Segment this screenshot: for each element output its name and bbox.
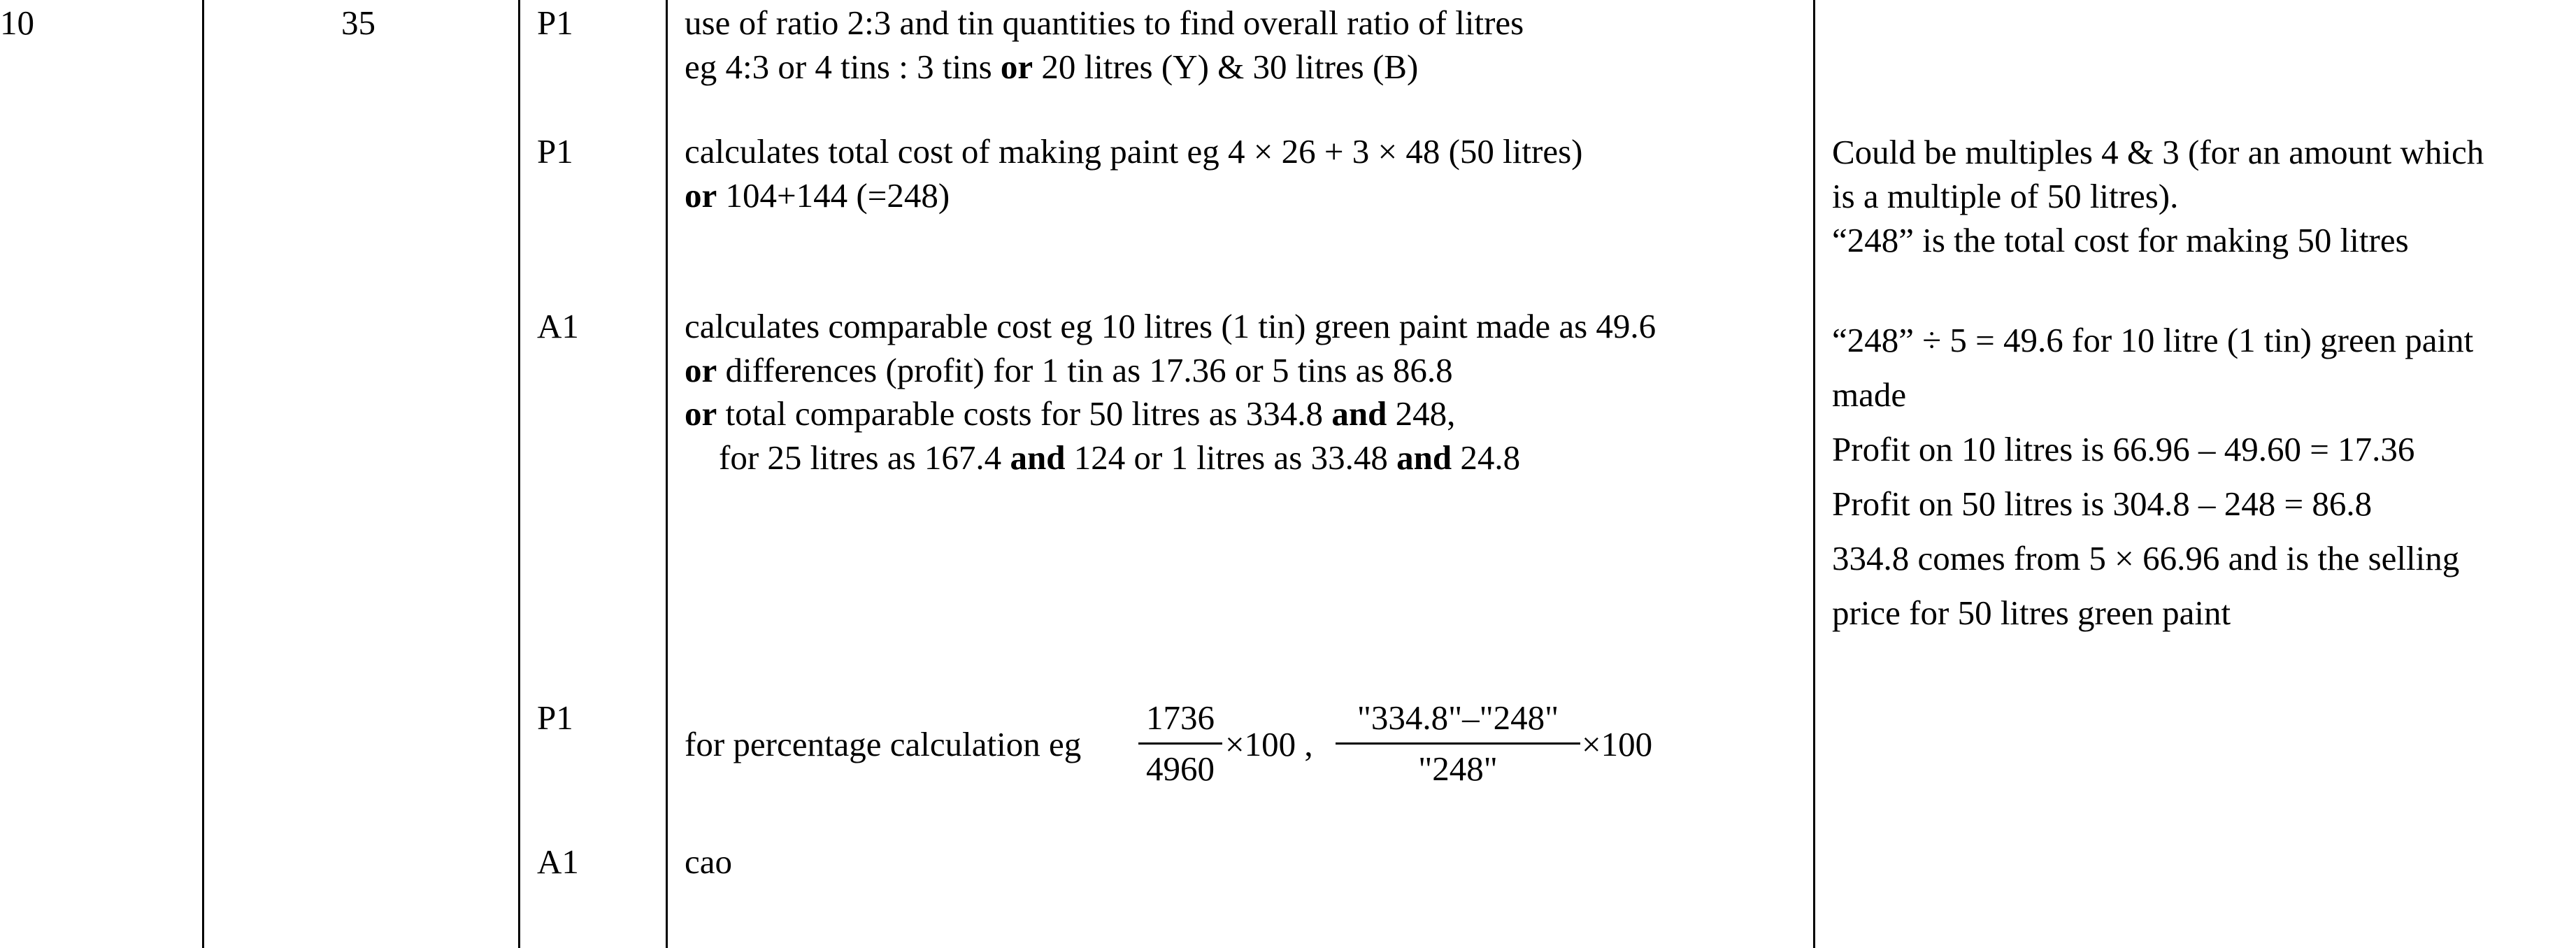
guidance-line: Could be multiples 4 & 3 (for an amount which — [1832, 133, 2484, 171]
fraction-1-bar — [1138, 742, 1222, 745]
row-1-mark: P1 — [537, 3, 573, 42]
working-line — [685, 174, 1582, 218]
working-text: calculates total cost of making paint eg 4 × 26 + 3 × 48 (50 litres) — [685, 132, 1583, 171]
row-4-multiplier-2: ×100 — [1582, 725, 1653, 763]
row-2-guidance — [1832, 130, 2484, 262]
column-divider-2 — [518, 0, 520, 948]
fraction-2-denominator: "248" — [1418, 749, 1498, 788]
row-2-working — [685, 130, 1582, 217]
bold-keyword: and — [1010, 438, 1066, 477]
guidance-line: is a multiple of 50 litres). — [1832, 177, 2179, 215]
working-text: use of ratio 2:3 and tin quantities to find overall ratio of litres — [685, 3, 1524, 42]
bold-keyword: or — [685, 350, 717, 389]
row-3-working — [685, 305, 1656, 480]
bold-keyword: or — [685, 394, 717, 433]
working-text: calculates comparable cost eg 10 litres (1 tin) green paint made as 49.6 — [685, 307, 1656, 345]
question-number: 10 — [0, 3, 34, 42]
fraction-1-numerator: 1736 — [1146, 698, 1215, 737]
working-line — [685, 305, 1656, 349]
bold-keyword: and — [1331, 394, 1387, 433]
fraction-2 — [1336, 699, 1580, 788]
working-line — [685, 840, 732, 884]
fraction-2-numerator: "334.8"–"248" — [1357, 698, 1559, 737]
row-5-working — [685, 840, 732, 884]
guidance-line: made — [1832, 375, 1907, 414]
guidance-line: Profit on 10 litres is 66.96 – 49.60 = 17.36 — [1832, 430, 2415, 468]
guidance-line: “248” ÷ 5 = 49.6 for 10 litre (1 tin) green paint — [1832, 321, 2474, 359]
working-line — [685, 130, 1582, 174]
working-text: 124 or 1 litres as 33.48 — [1065, 438, 1397, 477]
column-divider-4 — [1813, 0, 1815, 948]
working-line — [685, 392, 1656, 436]
working-text: cao — [685, 842, 732, 881]
question-total-marks: 35 — [341, 3, 375, 42]
working-line — [685, 349, 1656, 393]
fraction-1 — [1138, 699, 1222, 788]
row-3-guidance — [1832, 313, 2473, 640]
row-4-mark: P1 — [537, 698, 573, 737]
column-divider-1 — [202, 0, 204, 948]
working-text: 248, — [1387, 394, 1456, 433]
working-text: 104+144 (=248) — [717, 175, 950, 215]
row-4-multiplier-1: ×100 , — [1225, 725, 1313, 763]
working-line — [685, 436, 1656, 480]
working-text: differences (profit) for 1 tin as 17.36 or 5 tins as 86.8 — [717, 350, 1453, 389]
bold-keyword: or — [685, 175, 717, 215]
row-5-mark: A1 — [537, 842, 579, 881]
fraction-2-bar — [1336, 742, 1580, 745]
bold-keyword: or — [1000, 47, 1033, 86]
working-text: eg 4:3 or 4 tins : 3 tins — [685, 47, 1001, 86]
working-line — [685, 45, 1524, 89]
guidance-line: 334.8 comes from 5 × 66.96 and is the selling — [1832, 539, 2460, 577]
working-line — [685, 1, 1524, 45]
bold-keyword: and — [1396, 438, 1452, 477]
row-2-mark: P1 — [537, 132, 573, 171]
working-text: for 25 litres as 167.4 — [685, 438, 1010, 477]
working-text: 24.8 — [1452, 438, 1521, 477]
working-text: total comparable costs for 50 litres as 334.8 — [717, 394, 1332, 433]
column-divider-3 — [666, 0, 668, 948]
row-4-prefix: for percentage calculation eg — [685, 725, 1082, 763]
working-text: 20 litres (Y) & 30 litres (B) — [1033, 47, 1419, 86]
row-1-working — [685, 1, 1524, 89]
guidance-line: Profit on 50 litres is 304.8 – 248 = 86.8 — [1832, 484, 2373, 523]
guidance-line: price for 50 litres green paint — [1832, 594, 2231, 632]
fraction-1-denominator: 4960 — [1146, 749, 1215, 788]
row-3-mark: A1 — [537, 307, 579, 345]
guidance-line: “248” is the total cost for making 50 litres — [1832, 221, 2409, 259]
